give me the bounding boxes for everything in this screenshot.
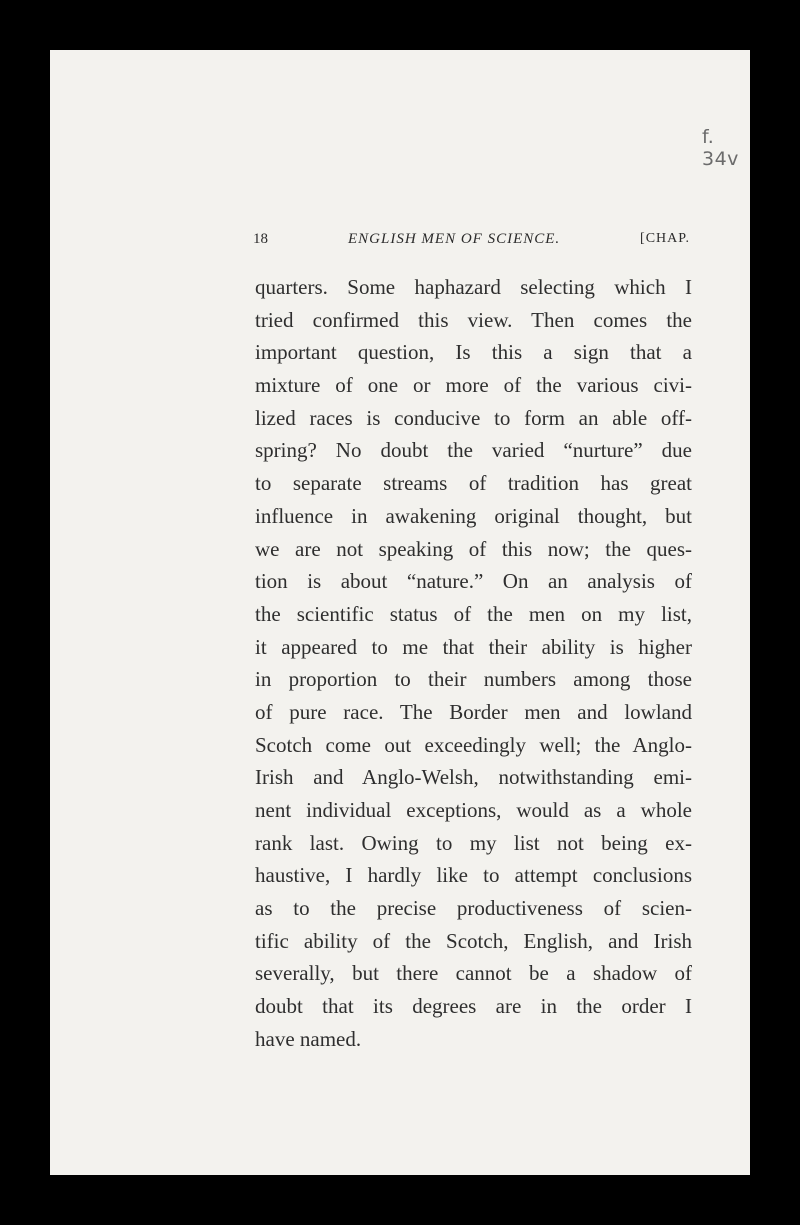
chapter-marker: [CHAP. [640,231,690,246]
text-line: rank last. Owing to my list not being ex- [255,830,692,855]
text-line: as to the precise productiveness of scien- [255,896,692,921]
body-text [255,271,692,1056]
text-line: important question, Is this a sign that a [255,340,692,365]
text-line: severally, but there cannot be a shadow of [255,961,692,986]
text-line: nent individual exceptions, would as a whole [255,798,692,822]
text-line: spring? No doubt the varied “nurture” due [255,438,692,463]
text-line: of pure race. The Border men and lowland [255,699,692,724]
text-line: influence in awakening original thought, but [255,503,692,528]
folio-annotation: f. 34v [702,126,739,170]
running-title: ENGLISH MEN OF SCIENCE. [348,231,561,247]
text-line: quarters. Some haphazard selecting which I [255,275,692,299]
text-line: lized races is conducive to form an able off- [255,405,692,430]
text-line: the scientific status of the men on my list, [255,601,692,626]
text-line: Scotch come out exceedingly well; the Anglo- [255,732,692,757]
book-page [50,50,750,1175]
text-line: we are not speaking of this now; the ques- [255,536,692,561]
text-line: mixture of one or more of the various civi- [255,373,692,398]
text-line: it appeared to me that their ability is higher [255,634,692,659]
text-line: have named. [255,1026,362,1051]
text-line: Irish and Anglo-Welsh, notwithstanding emi- [255,765,692,790]
text-line: tific ability of the Scotch, English, and Irish [255,928,692,953]
text-line: in proportion to their numbers among those [255,667,692,692]
text-line: haustive, I hardly like to attempt conclusions [255,863,692,888]
text-line: tried confirmed this view. Then comes the [255,307,692,332]
page-number: 18 [253,231,268,247]
running-head [253,231,690,255]
text-line: to separate streams of tradition has great [255,471,692,496]
text-line: doubt that its degrees are in the order I [255,994,692,1019]
text-line: tion is about “nature.” On an analysis of [255,569,692,594]
